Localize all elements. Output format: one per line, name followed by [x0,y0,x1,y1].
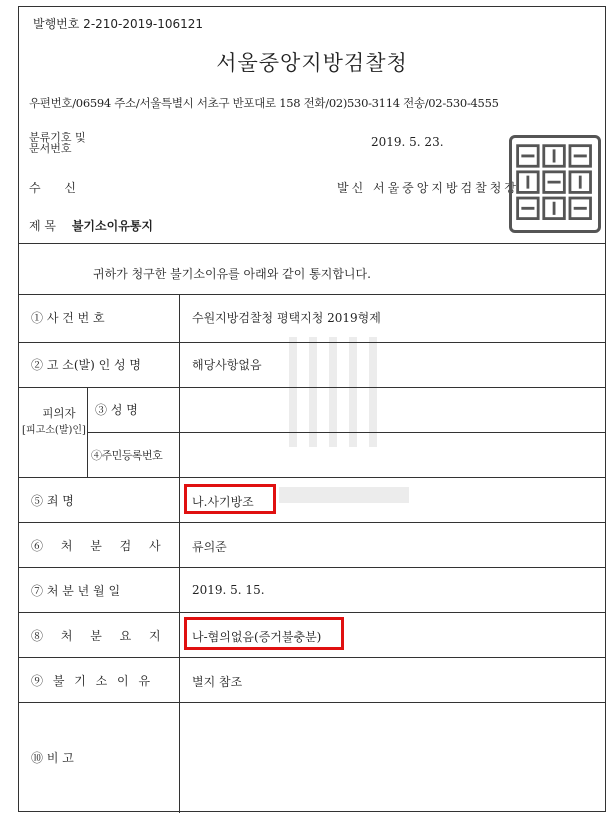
suspect-group-label-line2: [피고소(발)인] [22,425,86,436]
reason-value: 별지 참조 [192,675,243,689]
case-number-label: ① 사 건 번 호 [31,311,105,325]
seal-glyphs [512,138,598,230]
complainant-value: 해당사항없음 [192,358,262,372]
row-divider [19,612,605,613]
case-number-value: 수원지방검찰청 평택지청 2019형제 [192,311,381,325]
disposition-value: 나-혐의없음(증거불충분) [192,630,322,644]
row-divider [19,477,605,478]
reason-label: ⑨ 불 기 소 이 유 [31,674,151,688]
agency-title: 서울중앙지방검찰청 [216,51,408,75]
complainant-label: ② 고 소(발) 인 성 명 [31,358,141,372]
disposition-date-label: ⑦ 처 분 년 월 일 [31,584,121,598]
issue-number: 발행번호 2-210-2019-106121 [33,17,204,31]
recipient-label: 수 신 [29,181,76,195]
official-seal [509,135,601,233]
prosecutor-value: 류의준 [192,540,227,554]
suspect-rrn-label: ④주민등록번호 [91,449,163,462]
column-divider [179,294,180,813]
suspect-group-label [22,405,87,436]
row-divider [19,387,605,388]
row-divider [19,522,605,523]
classification-label-line1: 분류기호 및 [29,131,86,144]
disposition-highlight-box [184,617,344,650]
intro-divider [19,243,605,244]
suspect-divider [87,387,88,477]
subject-label: 제 목 [29,219,56,233]
row-divider [19,342,605,343]
agency-address: 우편번호/06594 주소/서울특별시 서초구 반포대로 158 전화/02)530-3114 전송/02-530-4555 [29,96,499,110]
subject: 불기소이유통지 [71,219,153,233]
intro-text: 귀하가 청구한 불기소이유를 아래와 같이 통지합니다. [93,267,371,281]
crime-value: 나.사기방조 [192,495,254,509]
crime-label: ⑤ 죄 명 [31,494,74,508]
disposition-date-value: 2019. 5. 15. [192,583,265,597]
classification-label [29,132,86,154]
notice-document [18,6,606,812]
row-divider [87,432,605,433]
prosecutor-label: ⑥ 처 분 검 사 [31,539,161,553]
suspect-group-label-line1: 피의자 [42,406,76,420]
classification-label-line2: 문서번호 [29,142,72,155]
sender: 발신 서울중앙지방검찰청장 [337,181,519,195]
watermark [269,337,419,557]
issue-date: 2019. 5. 23. [371,135,444,149]
crime-highlight-box [184,484,276,514]
suspect-name-label: ③ 성 명 [95,403,138,417]
table-top-border [19,294,605,295]
row-divider [19,657,605,658]
row-divider [19,567,605,568]
row-divider [19,702,605,703]
disposition-label: ⑧ 처 분 요 지 [31,629,161,643]
subject-row [29,217,153,234]
remarks-label: ⑩ 비 고 [31,751,74,765]
